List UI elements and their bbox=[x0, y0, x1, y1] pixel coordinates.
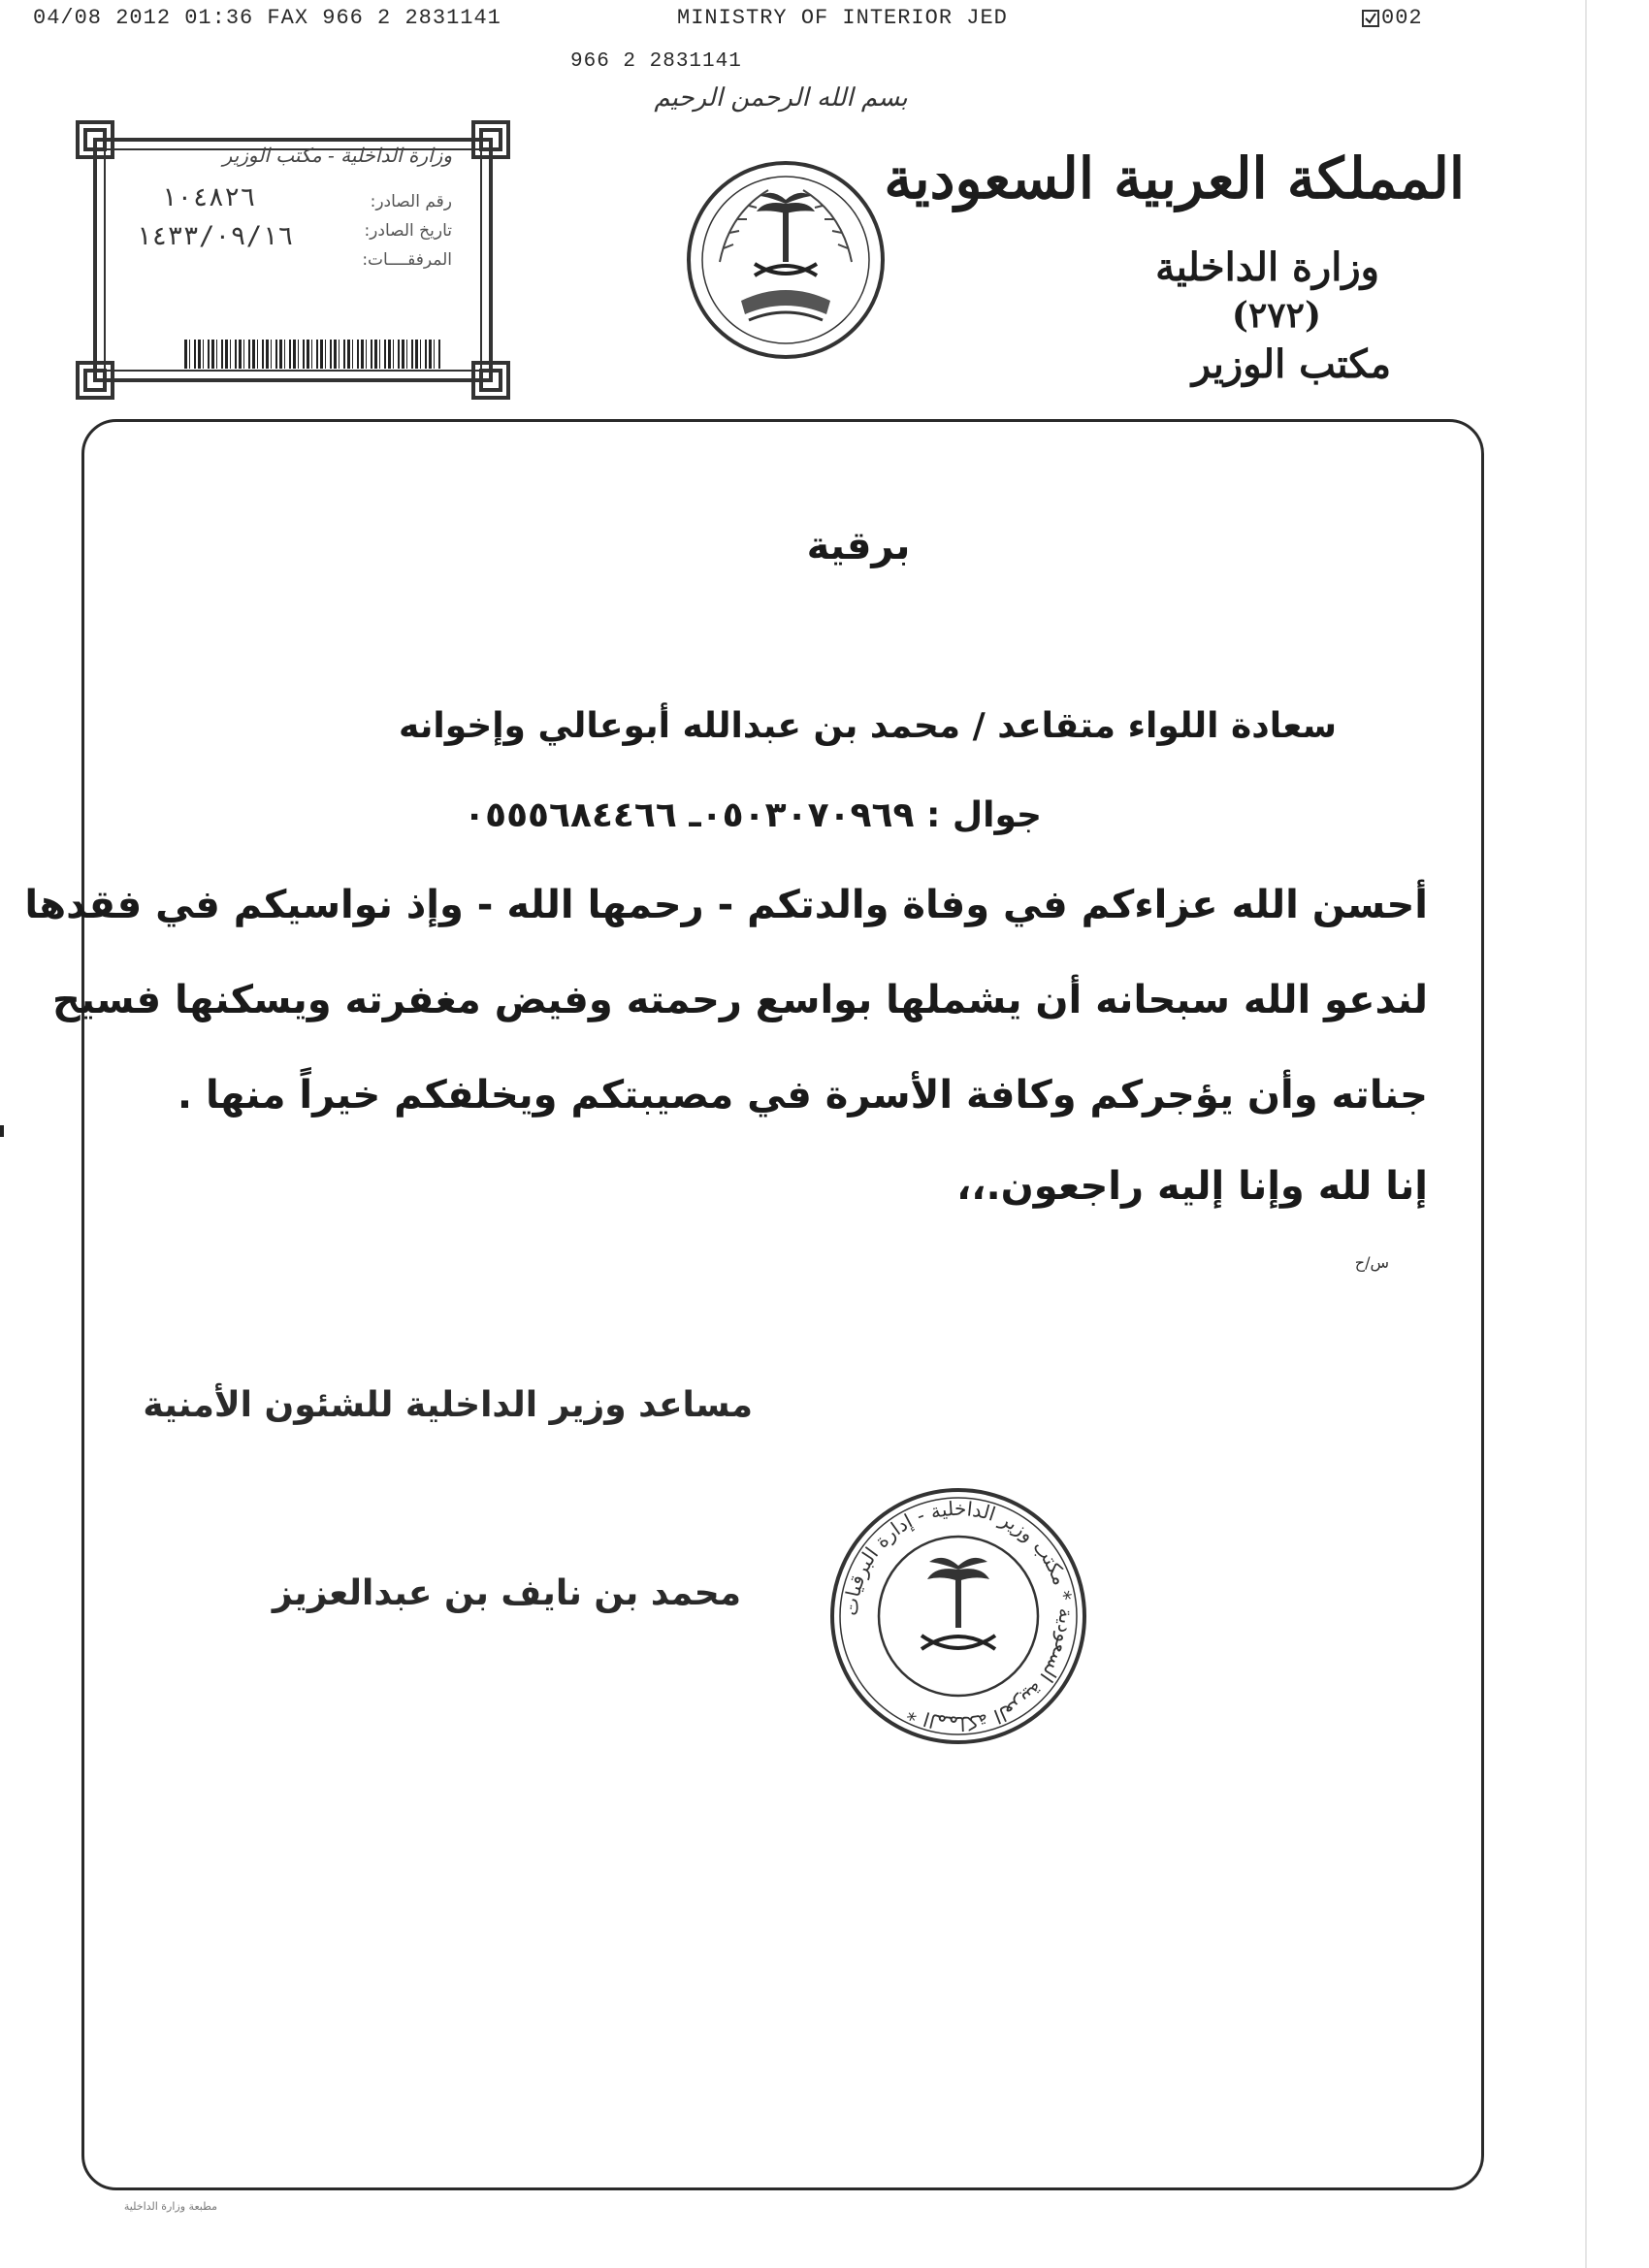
letterhead-ministry: وزارة الداخلية bbox=[1155, 244, 1379, 290]
checkbox-icon bbox=[1362, 10, 1379, 27]
body-line-1: أحسن الله عزاءكم في وفاة والدتكم - رحمها الله - وإذ نواسيكم في فقدها bbox=[24, 883, 1428, 927]
barcode-icon bbox=[184, 340, 442, 369]
basmala: بسم الله الرحمن الرحيم bbox=[654, 83, 908, 113]
attachments-label: المرفقــــات: bbox=[362, 250, 452, 270]
issue-number-value: ١٠٤٨٢٦ bbox=[161, 182, 256, 212]
body-line-3: جناته وأن يؤجركم وكافة الأسرة في مصيبتكم ويخلفكم خيراً منها . bbox=[177, 1073, 1428, 1118]
issue-date-label: تاريخ الصادر: bbox=[364, 221, 452, 241]
fax-page-indicator bbox=[1362, 6, 1423, 30]
scan-edge-line bbox=[1585, 0, 1587, 2268]
footer-printer-note: مطبعة وزارة الداخلية bbox=[123, 2200, 217, 2213]
reference-box bbox=[74, 118, 512, 402]
signatory-title: مساعد وزير الداخلية للشئون الأمنية bbox=[143, 1385, 753, 1425]
office-stamp-text: وزارة الداخلية - مكتب الوزير bbox=[222, 144, 452, 167]
letter-frame bbox=[81, 419, 1484, 2190]
letterhead-code: (٢٧٢) bbox=[1231, 295, 1321, 336]
seal-text: المملكة العربية السعودية * مكتب وزير الداخلية - إدارة البرقيات * bbox=[838, 1496, 1079, 1736]
typist-initials: س/ح bbox=[1354, 1253, 1389, 1272]
ministry-seal bbox=[826, 1484, 1090, 1748]
scan-margin-mark bbox=[0, 1125, 4, 1137]
fax-page-number: 002 bbox=[1381, 6, 1423, 30]
letterhead-kingdom: المملكة العربية السعودية bbox=[884, 146, 1465, 211]
palm-swords-icon bbox=[927, 1558, 989, 1628]
fax-sub-number: 966 2 2831141 bbox=[570, 50, 742, 73]
addressee: سعادة اللواء متقاعد / محمد بن عبدالله أبوعالي وإخوانه bbox=[399, 706, 1337, 746]
signatory-name: محمد بن نايف بن عبدالعزيز bbox=[272, 1573, 741, 1613]
body-line-2: لندعو الله سبحانه أن يشملها بواسع رحمته وفيض مغفرته ويسكنها فسيح bbox=[52, 978, 1428, 1022]
fax-header-left: 04/08 2012 01:36 FAX 966 2 2831141 bbox=[33, 6, 501, 30]
body-line-4: إنا لله وإنا إليه راجعون.،، bbox=[956, 1164, 1428, 1209]
letterhead-office: مكتب الوزير bbox=[1191, 341, 1391, 387]
mobile-numbers: جوال : ٠٥٠٣٠٧٠٩٦٩ـ ٠٥٥٥٦٨٤٤٦٦ bbox=[464, 795, 1042, 835]
issue-number-label: رقم الصادر: bbox=[370, 192, 452, 211]
issue-date-value: ١٤٣٣/٠٩/١٦ bbox=[136, 221, 294, 251]
saudi-emblem-icon bbox=[681, 155, 890, 365]
letter-type: برقية bbox=[806, 524, 911, 568]
fax-header-center: MINISTRY OF INTERIOR JED bbox=[677, 6, 1008, 30]
